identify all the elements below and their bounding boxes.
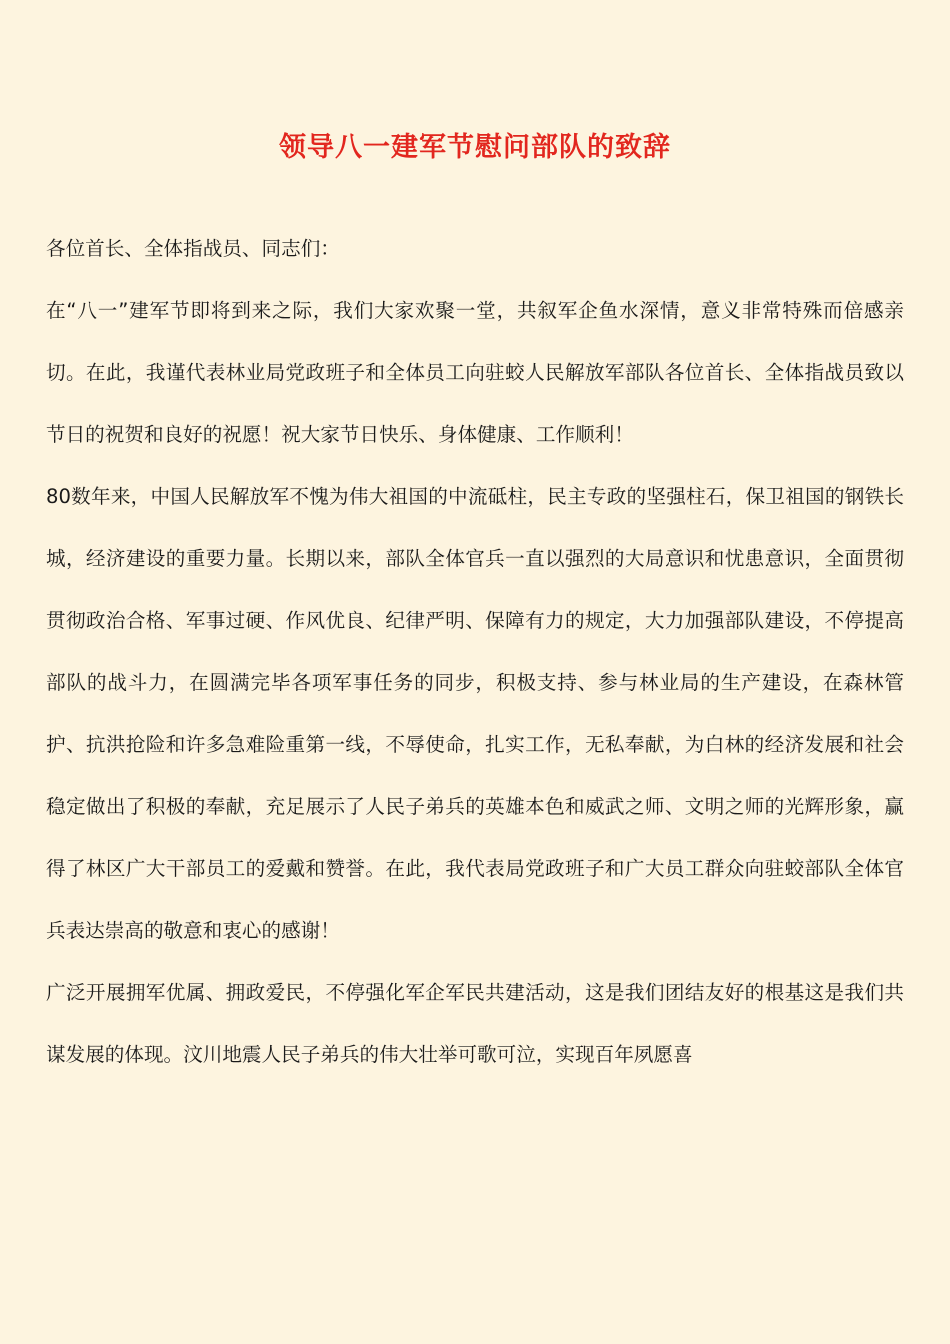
greeting-line: 各位首长、全体指战员、同志们： (46, 237, 340, 260)
paragraph-3: 广泛开展拥军优属、拥政爱民，不停强化军企军民共建活动，这是我们团结友好的根基这是我们共谋发展的体现。汶川地震人民子弟兵的伟大壮举可歌可泣，实现百年夙愿喜 (46, 981, 904, 1066)
paragraph-1: 在“八一”建军节即将到来之际，我们大家欢聚一堂，共叙军企鱼水深情，意义非常特殊而倍感亲切。在此，我谨代表林业局党政班子和全体员工向驻蛟人民解放军部队各位首长、全体指战员致以节日的祝贺和良好的祝愿！祝大家节日快乐、身体健康、工作顺利！ (46, 299, 904, 446)
document-title: 领导八一建军节慰问部队的致辞 (279, 132, 671, 163)
paragraph-2: 80数年来，中国人民解放军不愧为伟大祖国的中流砥柱，民主专政的坚强柱石，保卫祖国的钢铁长城，经济建设的重要力量。长期以来，部队全体官兵一直以强烈的大局意识和忧患意识，全面贯彻贯彻政治合格、军事过硬、作风优良、纪律严明、保障有力的规定，大力加强部队建设，不停提高部队的战斗力，在圆满完毕各项军事任务的同步，积极支持、参与林业局的生产建设，在森林管护、抗洪抢险和许多急难险重第一线，不辱使命，扎实工作，无私奉献，为白林的经济发展和社会稳定做出了积极的奉献，充足展示了人民子弟兵的英雄本色和威武之师、文明之师的光辉形象，赢得了林区广大干部员工的爱戴和赞誉。在此，我代表局党政班子和广大员工群众向驻蛟部队全体官兵表达崇高的敬意和衷心的感谢！ (46, 485, 904, 942)
document-body (46, 218, 904, 1086)
